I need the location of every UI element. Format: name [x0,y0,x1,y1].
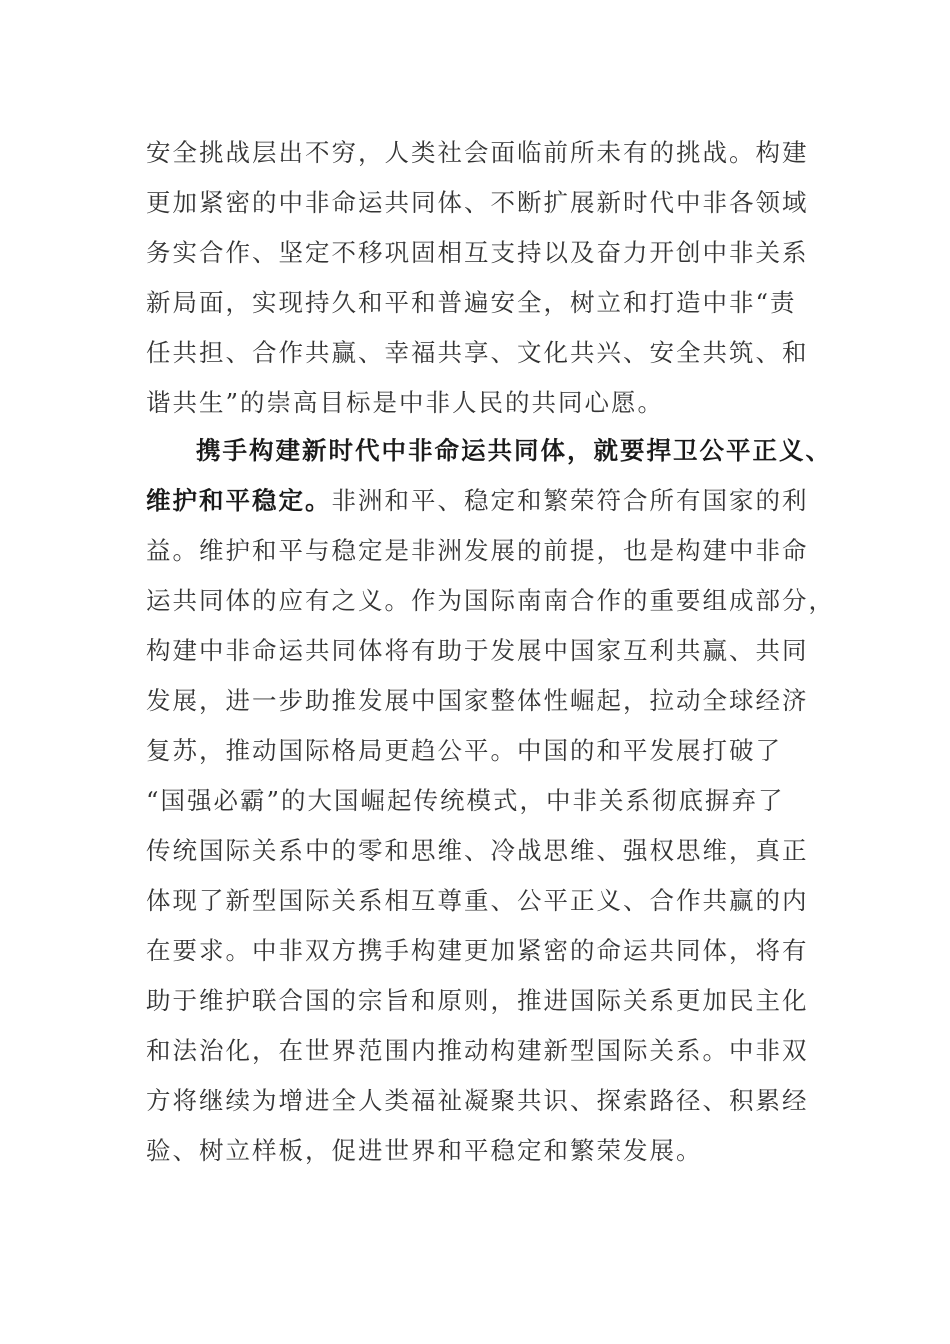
paragraph-2-line-rest: 非洲和平、稳定和繁荣符合所有国家的利 [331,486,809,515]
paragraph-2-line: 复苏，推动国际格局更趋公平。中国的和平发展打破了 [146,736,782,765]
paragraph-1-line: 务实合作、坚定不移巩固相互支持以及奋力开创中非关系 [146,238,809,267]
paragraph-2-line: 方将继续为增进全人类福祉凝聚共识、探索路径、积累经 [146,1086,809,1115]
paragraph-1-line: 谐共生”的崇高目标是中非人民的共同心愿。 [146,388,665,417]
paragraph-2-line: 和法治化，在世界范围内推动构建新型国际关系。中非双 [146,1036,809,1065]
paragraph-1-line: 安全挑战层出不穷，人类社会面临前所未有的挑战。构建 [146,138,809,167]
paragraph-2-heading-line: 携手构建新时代中非命运共同体，就要捍卫公平正义、 [196,436,832,465]
paragraph-2-line: 助于维护联合国的宗旨和原则，推进国际关系更加民主化 [146,986,809,1015]
paragraph-2-line: 构建中非命运共同体将有助于发展中国家互利共赢、共同 [146,636,809,665]
paragraph-1-line: 新局面，实现持久和平和普遍安全，树立和打造中非“责 [146,288,797,317]
paragraph-2-line: 在要求。中非双方携手构建更加紧密的命运共同体，将有 [146,936,809,965]
paragraph-1-line: 任共担、合作共赢、幸福共享、文化共兴、安全共筑、和 [146,338,809,367]
paragraph-1-line: 更加紧密的中非命运共同体、不断扩展新时代中非各领域 [146,188,809,217]
paragraph-2-line-mixed [146,476,809,526]
paragraph-2-line: 发展，进一步助推发展中国家整体性崛起，拉动全球经济 [146,686,809,715]
paragraph-2-line: “国强必霸”的大国崛起传统模式，中非关系彻底摒弃了 [146,786,785,815]
paragraph-2-heading-end: 维护和平稳定。 [146,486,332,515]
paragraph-2-line: 体现了新型国际关系相互尊重、公平正义、合作共赢的内 [146,886,809,915]
paragraph-2-line: 验、树立样板，促进世界和平稳定和繁荣发展。 [146,1136,703,1165]
paragraph-2-line: 运共同体的应有之义。作为国际南南合作的重要组成部分， [146,586,835,615]
paragraph-2-line: 传统国际关系中的零和思维、冷战思维、强权思维，真正 [146,836,809,865]
paragraph-2-line: 益。维护和平与稳定是非洲发展的前提，也是构建中非命 [146,536,809,565]
